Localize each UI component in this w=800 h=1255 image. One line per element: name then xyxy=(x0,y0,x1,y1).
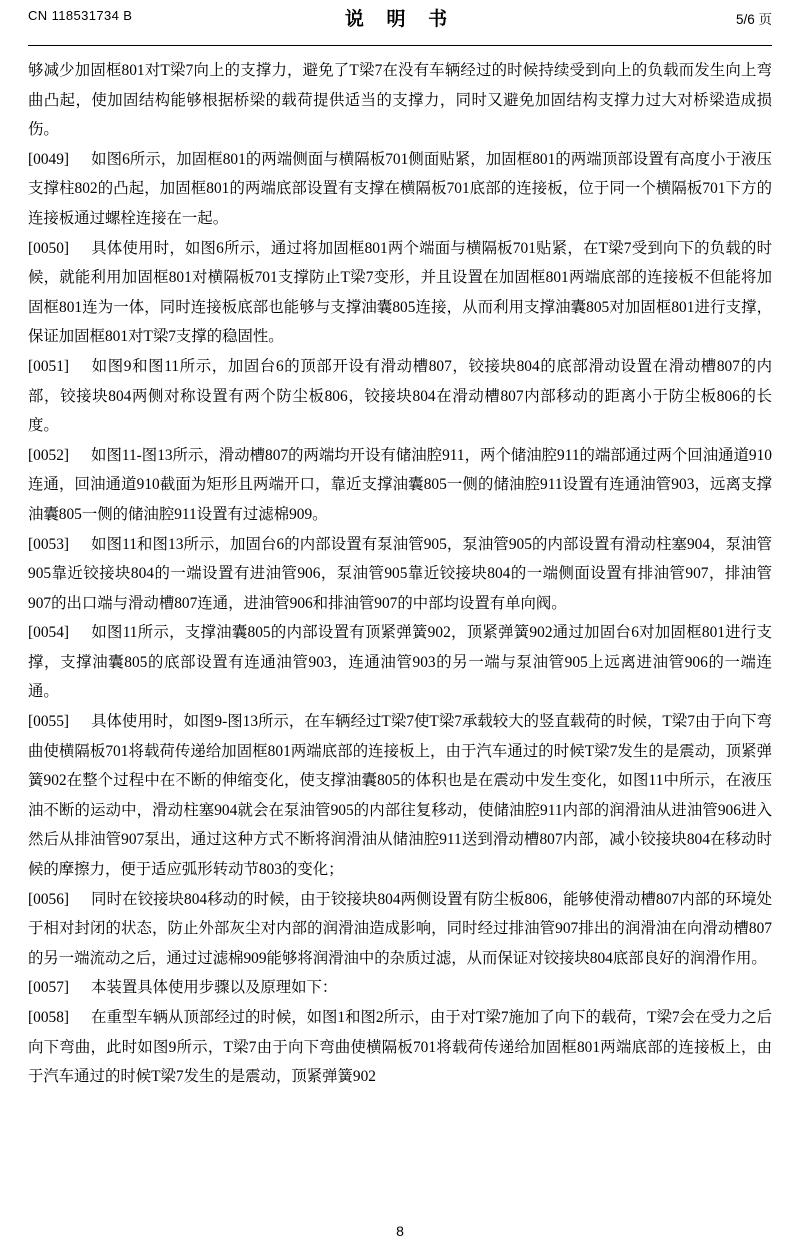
paragraph-tag: [0053] xyxy=(28,535,70,553)
paragraph xyxy=(28,707,772,885)
paragraph xyxy=(28,973,772,1003)
header-divider xyxy=(28,45,772,46)
paragraph xyxy=(28,618,772,707)
paragraph xyxy=(28,352,772,441)
paragraph-text: 具体使用时，如图6所示，通过将加固框801两个端面与横隔板701贴紧，在T梁7受到向下的负载的时候，就能利用加固框801对横隔板701支撑防止T梁7变形，并且设置在加固框801两端底部的连接板不但能将加固框801连为一体，同时连接板底部也能够与支撑油囊805连接，从而利用支撑油囊805对加固框801进行支撑，保证加固框801对T梁7支撑的稳固性。 xyxy=(28,239,772,346)
document-number: CN 118531734 B xyxy=(28,8,133,23)
paragraph-text: 够减少加固框801对T梁7向上的支撑力，避免了T梁7在没有车辆经过的时候持续受到向上的负载而发生向上弯曲凸起，使加固结构能够根据桥梁的载荷提供适当的支撑力，同时又避免加固结构支撑力过大对桥梁造成损伤。 xyxy=(28,62,772,139)
paragraph xyxy=(28,234,772,352)
paragraph-tag: [0051] xyxy=(28,357,70,375)
paragraph xyxy=(28,145,772,234)
paragraph-text: 本装置具体使用步骤以及原理如下： xyxy=(91,979,338,997)
paragraph-tag: [0052] xyxy=(28,446,70,464)
document-title: 说 明 书 xyxy=(344,8,456,30)
paragraph-text: 如图11-图13所示，滑动槽807的两端均开设有储油腔911，两个储油腔911的端部通过两个回油通道910连通，回油通道910截面为矩形且两端开口，靠近支撑油囊805一侧的储油腔911设置有连通油管903，远离支撑油囊805一侧的储油腔911设置有过滤棉909。 xyxy=(28,446,772,523)
paragraph-tag: [0057] xyxy=(28,979,70,997)
paragraph-tag: [0049] xyxy=(28,150,70,168)
paragraph-tag: [0054] xyxy=(28,624,70,642)
footer-page-number: 8 xyxy=(396,1223,404,1239)
page-indicator: 5/6 页 xyxy=(735,12,772,27)
paragraph-tag: [0050] xyxy=(28,239,70,257)
paragraph-text: 如图11和图13所示，加固台6的内部设置有泵油管905，泵油管905的内部设置有滑动柱塞904，泵油管905靠近铰接块804的一端设置有进油管906，泵油管905靠近铰接块804的一端侧面设置有排油管907，排油管907的出口端与滑动槽807连通，进油管906和排油管907的中部均设置有单向阀。 xyxy=(28,535,772,612)
paragraph-text: 如图9和图11所示，加固台6的顶部开设有滑动槽807，铰接块804的底部滑动设置在滑动槽807的内部，铰接块804两侧对称设置有两个防尘板806，铰接块804在滑动槽807内部移动的距离小于防尘板806的长度。 xyxy=(28,357,772,435)
paragraph xyxy=(28,1003,772,1092)
paragraph-tag: [0058] xyxy=(28,1009,70,1026)
paragraph-text: 在重型车辆从顶部经过的时候，如图1和图2所示，由于对T梁7施加了向下的载荷，T梁7会在受力之后向下弯曲，此时如图9所示，T梁7由于向下弯曲使横隔板701将载荷传递给加固框801两端底部的连接板上，由于汽车通过的时候T梁7发生的是震动，顶紧弹簧902 xyxy=(28,1009,772,1086)
paragraph xyxy=(28,56,772,145)
paragraph-text: 同时在铰接块804移动的时候，由于铰接块804两侧设置有防尘板806，能够使滑动槽807内部的环境处于相对封闭的状态，防止外部灰尘对内部的润滑油造成影响，同时经过排油管907排出的润滑油在向滑动槽807的另一端流动之后，通过过滤棉909能够将润滑油中的杂质过滤，从而保证对铰接块804底部良好的润滑作用。 xyxy=(28,890,772,967)
paragraph xyxy=(28,530,772,619)
paragraph-text: 如图11所示，支撑油囊805的内部设置有顶紧弹簧902，顶紧弹簧902通过加固台6对加固框801进行支撑，支撑油囊805的底部设置有连通油管903，连通油管903的另一端与泵油管905上远离进油管906的一端连通。 xyxy=(28,624,772,701)
paragraph xyxy=(28,885,772,974)
paragraph-tag: [0055] xyxy=(28,713,70,731)
page-footer xyxy=(0,1223,800,1239)
page-header xyxy=(28,0,772,42)
paragraph-tag: [0056] xyxy=(28,890,70,908)
document-body xyxy=(28,56,772,1092)
paragraph xyxy=(28,441,772,530)
paragraph-text: 如图6所示，加固框801的两端侧面与横隔板701侧面贴紧，加固框801的两端顶部设置有高度小于液压支撑柱802的凸起，加固框801的两端底部设置有支撑在横隔板701底部的连接板，位于同一个横隔板701下方的连接板通过螺栓连接在一起。 xyxy=(28,150,772,227)
paragraph-text: 具体使用时，如图9-图13所示，在车辆经过T梁7使T梁7承载较大的竖直载荷的时候，T梁7由于向下弯曲使横隔板701将载荷传递给加固框801两端底部的连接板上，由于汽车通过的时候T梁7发生的是震动，顶紧弹簧902在整个过程中在不断的伸缩变化，使支撑油囊805的体积也是在震动中发生变化，如图11中所示，在液压油不断的运动中，滑动柱塞904就会在泵油管905的内部往复移动，使储油腔911内部的润滑油从进油管906进入然后从排油管907泵出，通过这种方式不断将润滑油从储油腔911送到滑动槽807内部，减小铰接块804在移动时候的摩擦力，便于适应弧形转动节803的变化； xyxy=(28,713,772,879)
